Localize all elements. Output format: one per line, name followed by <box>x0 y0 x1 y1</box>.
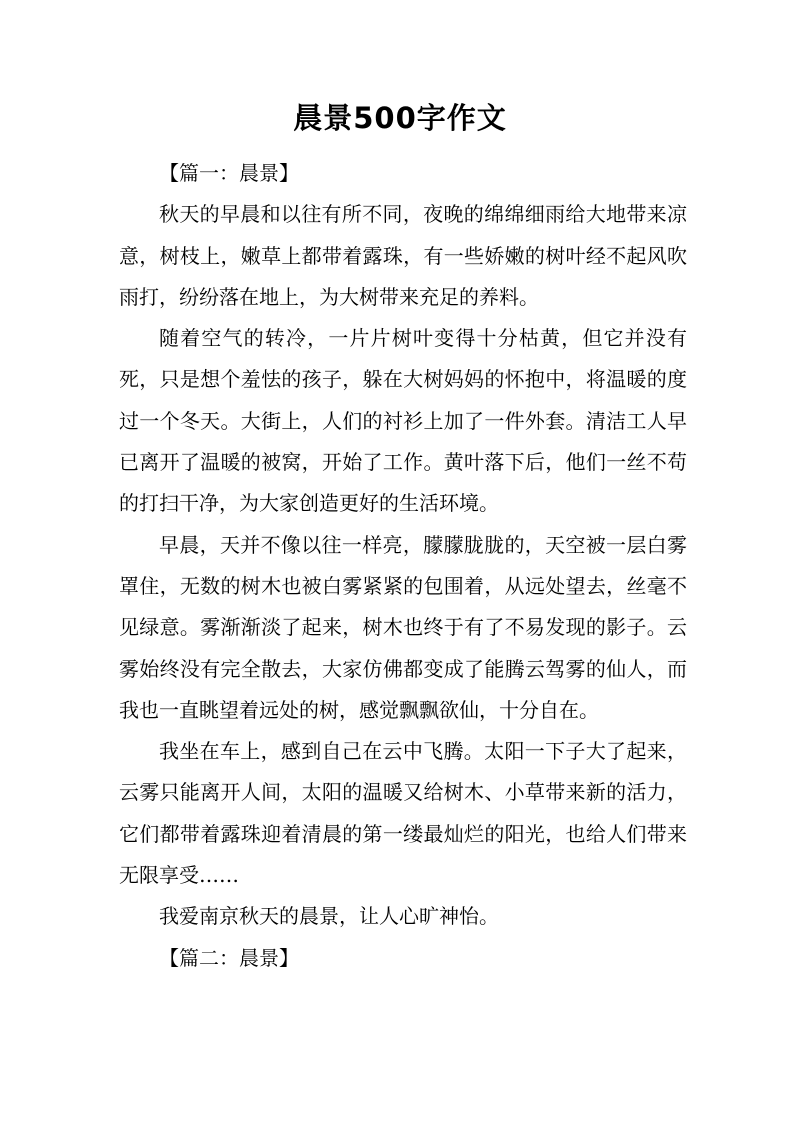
section-heading-2: 【篇二：晨景】 <box>159 945 299 970</box>
document-title: 晨景500字作文 <box>293 101 507 135</box>
paragraph: 早晨，天并不像以往一样亮，朦朦胧胧的，天空被一层白雾罩住，无数的树木也被白雾紧紧的包围着，从远处望去，丝毫不见绿意。雾渐渐淡了起来，树木也终于有了不易发现的影子。云雾始终没有完全散去，大家仿佛都变成了能腾云驾雾的仙人，而我也一直眺望着远处的树，感觉飘飘欲仙，十分自在。 <box>119 532 687 722</box>
document-body <box>119 153 687 979</box>
paragraph: 随着空气的转冷，一片片树叶变得十分枯黄，但它并没有死，只是想个羞怯的孩子，躲在大树妈妈的怀抱中，将温暖的度过一个冬天。大街上，人们的衬衫上加了一件外套。清洁工人早已离开了温暖的被窝，开始了工作。黄叶落下后，他们一丝不苟的打扫干净，为大家创造更好的生活环境。 <box>119 326 687 516</box>
paragraph: 秋天的早晨和以往有所不同，夜晚的绵绵细雨给大地带来凉意，树枝上，嫩草上都带着露珠，有一些娇嫩的树叶经不起风吹雨打，纷纷落在地上，为大树带来充足的养料。 <box>119 202 687 309</box>
paragraph: 我爱南京秋天的晨景，让人心旷神怡。 <box>159 904 499 929</box>
section-heading-1: 【篇一：晨景】 <box>159 161 299 185</box>
paragraph: 我坐在车上，感到自己在云中飞腾。太阳一下子大了起来，云雾只能离开人间，太阳的温暖又给树木、小草带来新的活力，它们都带着露珠迎着清晨的第一缕最灿烂的阳光，也给人们带来无限享受…… <box>119 739 687 888</box>
